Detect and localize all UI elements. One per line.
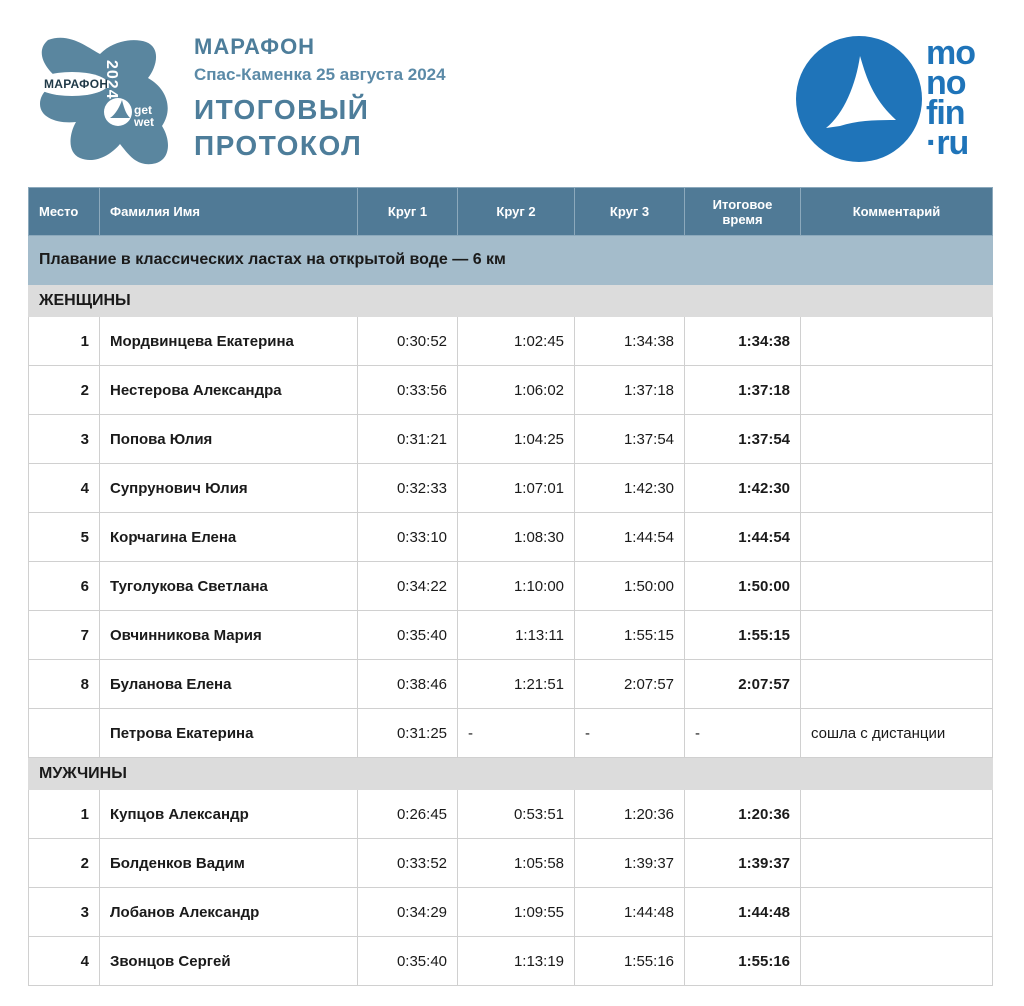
- lap1-cell: 0:31:25: [358, 709, 458, 758]
- lap2-cell: 1:10:00: [458, 562, 575, 611]
- lap3-cell: 1:20:36: [575, 790, 685, 839]
- partner-logo-line-4: ·ru: [926, 124, 969, 162]
- name-cell: Звонцов Сергей: [100, 937, 358, 986]
- lap1-cell: 0:32:33: [358, 464, 458, 513]
- name-cell: Болденков Вадим: [100, 839, 358, 888]
- col-name: Фамилия Имя: [100, 188, 358, 236]
- lap1-cell: 0:33:10: [358, 513, 458, 562]
- event-logo-name: МАРАФОН: [44, 77, 109, 91]
- col-comment: Комментарий: [801, 188, 993, 236]
- name-cell: Мордвинцева Екатерина: [100, 317, 358, 366]
- lap1-cell: 0:26:45: [358, 790, 458, 839]
- table-row: [29, 317, 993, 366]
- comment-cell: [801, 464, 993, 513]
- lap1-cell: 0:31:21: [358, 415, 458, 464]
- lap1-cell: 0:38:46: [358, 660, 458, 709]
- place-cell: 4: [29, 464, 100, 513]
- lap3-cell: 1:55:15: [575, 611, 685, 660]
- document-title: [194, 92, 446, 164]
- name-cell: Супрунович Юлия: [100, 464, 358, 513]
- place-cell: 8: [29, 660, 100, 709]
- place-cell: 2: [29, 366, 100, 415]
- comment-cell: [801, 562, 993, 611]
- total-cell: 1:39:37: [685, 839, 801, 888]
- total-cell: 1:34:38: [685, 317, 801, 366]
- event-logo-getwet: get wet: [134, 103, 155, 129]
- col-lap3: Круг 3: [575, 188, 685, 236]
- table-row: [29, 790, 993, 839]
- comment-cell: [801, 415, 993, 464]
- group-men-row: [29, 758, 993, 790]
- lap2-cell: 1:07:01: [458, 464, 575, 513]
- comment-cell: сошла с дистанции: [801, 709, 993, 758]
- lap1-cell: 0:30:52: [358, 317, 458, 366]
- partner-logo: [796, 34, 996, 164]
- group-men-label: МУЖЧИНЫ: [29, 758, 993, 790]
- lap2-cell: 1:04:25: [458, 415, 575, 464]
- comment-cell: [801, 937, 993, 986]
- table-row: [29, 562, 993, 611]
- lap1-cell: 0:35:40: [358, 937, 458, 986]
- lap3-cell: -: [575, 709, 685, 758]
- lap3-cell: 1:39:37: [575, 839, 685, 888]
- lap1-cell: 0:34:29: [358, 888, 458, 937]
- place-cell: 4: [29, 937, 100, 986]
- col-total-line-1: Итоговое: [712, 196, 773, 212]
- place-cell: 3: [29, 415, 100, 464]
- lap3-cell: 1:37:18: [575, 366, 685, 415]
- name-cell: Туголукова Светлана: [100, 562, 358, 611]
- col-place: Место: [29, 188, 100, 236]
- name-cell: Нестерова Александра: [100, 366, 358, 415]
- lap2-cell: 1:05:58: [458, 839, 575, 888]
- event-logo-shape: [36, 34, 176, 168]
- comment-cell: [801, 611, 993, 660]
- place-cell: 2: [29, 839, 100, 888]
- table-row: [29, 366, 993, 415]
- lap3-cell: 1:34:38: [575, 317, 685, 366]
- partner-logo-line-2: no: [926, 64, 966, 102]
- col-total: [685, 188, 801, 236]
- lap2-cell: 1:09:55: [458, 888, 575, 937]
- event-logo-year: 2024: [103, 60, 120, 100]
- lap2-cell: 1:13:11: [458, 611, 575, 660]
- event-subtitle: Спас-Каменка 25 августа 2024: [194, 65, 446, 84]
- table-row: [29, 415, 993, 464]
- lap3-cell: 1:37:54: [575, 415, 685, 464]
- table-row: [29, 513, 993, 562]
- lap3-cell: 1:42:30: [575, 464, 685, 513]
- comment-cell: [801, 366, 993, 415]
- document-title-line-1: ИТОГОВЫЙ: [194, 94, 370, 125]
- name-cell: Купцов Александр: [100, 790, 358, 839]
- table-row: [29, 709, 993, 758]
- name-cell: Лобанов Александр: [100, 888, 358, 937]
- group-women-label: ЖЕНЩИНЫ: [29, 285, 993, 317]
- name-cell: Попова Юлия: [100, 415, 358, 464]
- event-logo: [36, 34, 176, 168]
- lap2-cell: 0:53:51: [458, 790, 575, 839]
- lap2-cell: 1:21:51: [458, 660, 575, 709]
- lap2-cell: 1:06:02: [458, 366, 575, 415]
- lap2-cell: 1:08:30: [458, 513, 575, 562]
- partner-logo-line-1: mo: [926, 34, 975, 72]
- lap1-cell: 0:33:56: [358, 366, 458, 415]
- lap3-cell: 2:07:57: [575, 660, 685, 709]
- lap3-cell: 1:44:54: [575, 513, 685, 562]
- lap3-cell: 1:44:48: [575, 888, 685, 937]
- table-row: [29, 888, 993, 937]
- place-cell: 6: [29, 562, 100, 611]
- lap2-cell: -: [458, 709, 575, 758]
- total-cell: 2:07:57: [685, 660, 801, 709]
- place-cell: 7: [29, 611, 100, 660]
- table-row: [29, 839, 993, 888]
- total-cell: 1:37:54: [685, 415, 801, 464]
- comment-cell: [801, 317, 993, 366]
- lap3-cell: 1:55:16: [575, 937, 685, 986]
- lap1-cell: 0:34:22: [358, 562, 458, 611]
- comment-cell: [801, 660, 993, 709]
- lap3-cell: 1:50:00: [575, 562, 685, 611]
- total-cell: 1:42:30: [685, 464, 801, 513]
- comment-cell: [801, 888, 993, 937]
- table-header-row: [29, 188, 993, 236]
- lap2-cell: 1:13:19: [458, 937, 575, 986]
- header-text: [194, 34, 446, 164]
- discipline-title: Плавание в классических ластах на открытой воде — 6 км: [29, 236, 993, 285]
- document-title-line-2: ПРОТОКОЛ: [194, 130, 363, 161]
- table-row: [29, 937, 993, 986]
- comment-cell: [801, 839, 993, 888]
- name-cell: Буланова Елена: [100, 660, 358, 709]
- fin-icon: [796, 36, 922, 162]
- place-cell: [29, 709, 100, 758]
- total-cell: 1:55:16: [685, 937, 801, 986]
- discipline-row: [29, 236, 993, 285]
- lap1-cell: 0:35:40: [358, 611, 458, 660]
- name-cell: Корчагина Елена: [100, 513, 358, 562]
- total-cell: -: [685, 709, 801, 758]
- total-cell: 1:20:36: [685, 790, 801, 839]
- col-total-line-2: время: [722, 211, 763, 227]
- place-cell: 3: [29, 888, 100, 937]
- comment-cell: [801, 513, 993, 562]
- partner-logo-line-3: fin: [926, 94, 965, 132]
- name-cell: Петрова Екатерина: [100, 709, 358, 758]
- table-row: [29, 660, 993, 709]
- table-row: [29, 464, 993, 513]
- place-cell: 1: [29, 790, 100, 839]
- group-women-row: [29, 285, 993, 317]
- total-cell: 1:44:54: [685, 513, 801, 562]
- total-cell: 1:55:15: [685, 611, 801, 660]
- total-cell: 1:37:18: [685, 366, 801, 415]
- col-lap1: Круг 1: [358, 188, 458, 236]
- table-row: [29, 611, 993, 660]
- place-cell: 5: [29, 513, 100, 562]
- lap2-cell: 1:02:45: [458, 317, 575, 366]
- event-title: МАРАФОН: [194, 34, 316, 59]
- place-cell: 1: [29, 317, 100, 366]
- name-cell: Овчинникова Мария: [100, 611, 358, 660]
- col-lap2: Круг 2: [458, 188, 575, 236]
- comment-cell: [801, 790, 993, 839]
- total-cell: 1:44:48: [685, 888, 801, 937]
- lap1-cell: 0:33:52: [358, 839, 458, 888]
- results-table: [28, 187, 993, 986]
- total-cell: 1:50:00: [685, 562, 801, 611]
